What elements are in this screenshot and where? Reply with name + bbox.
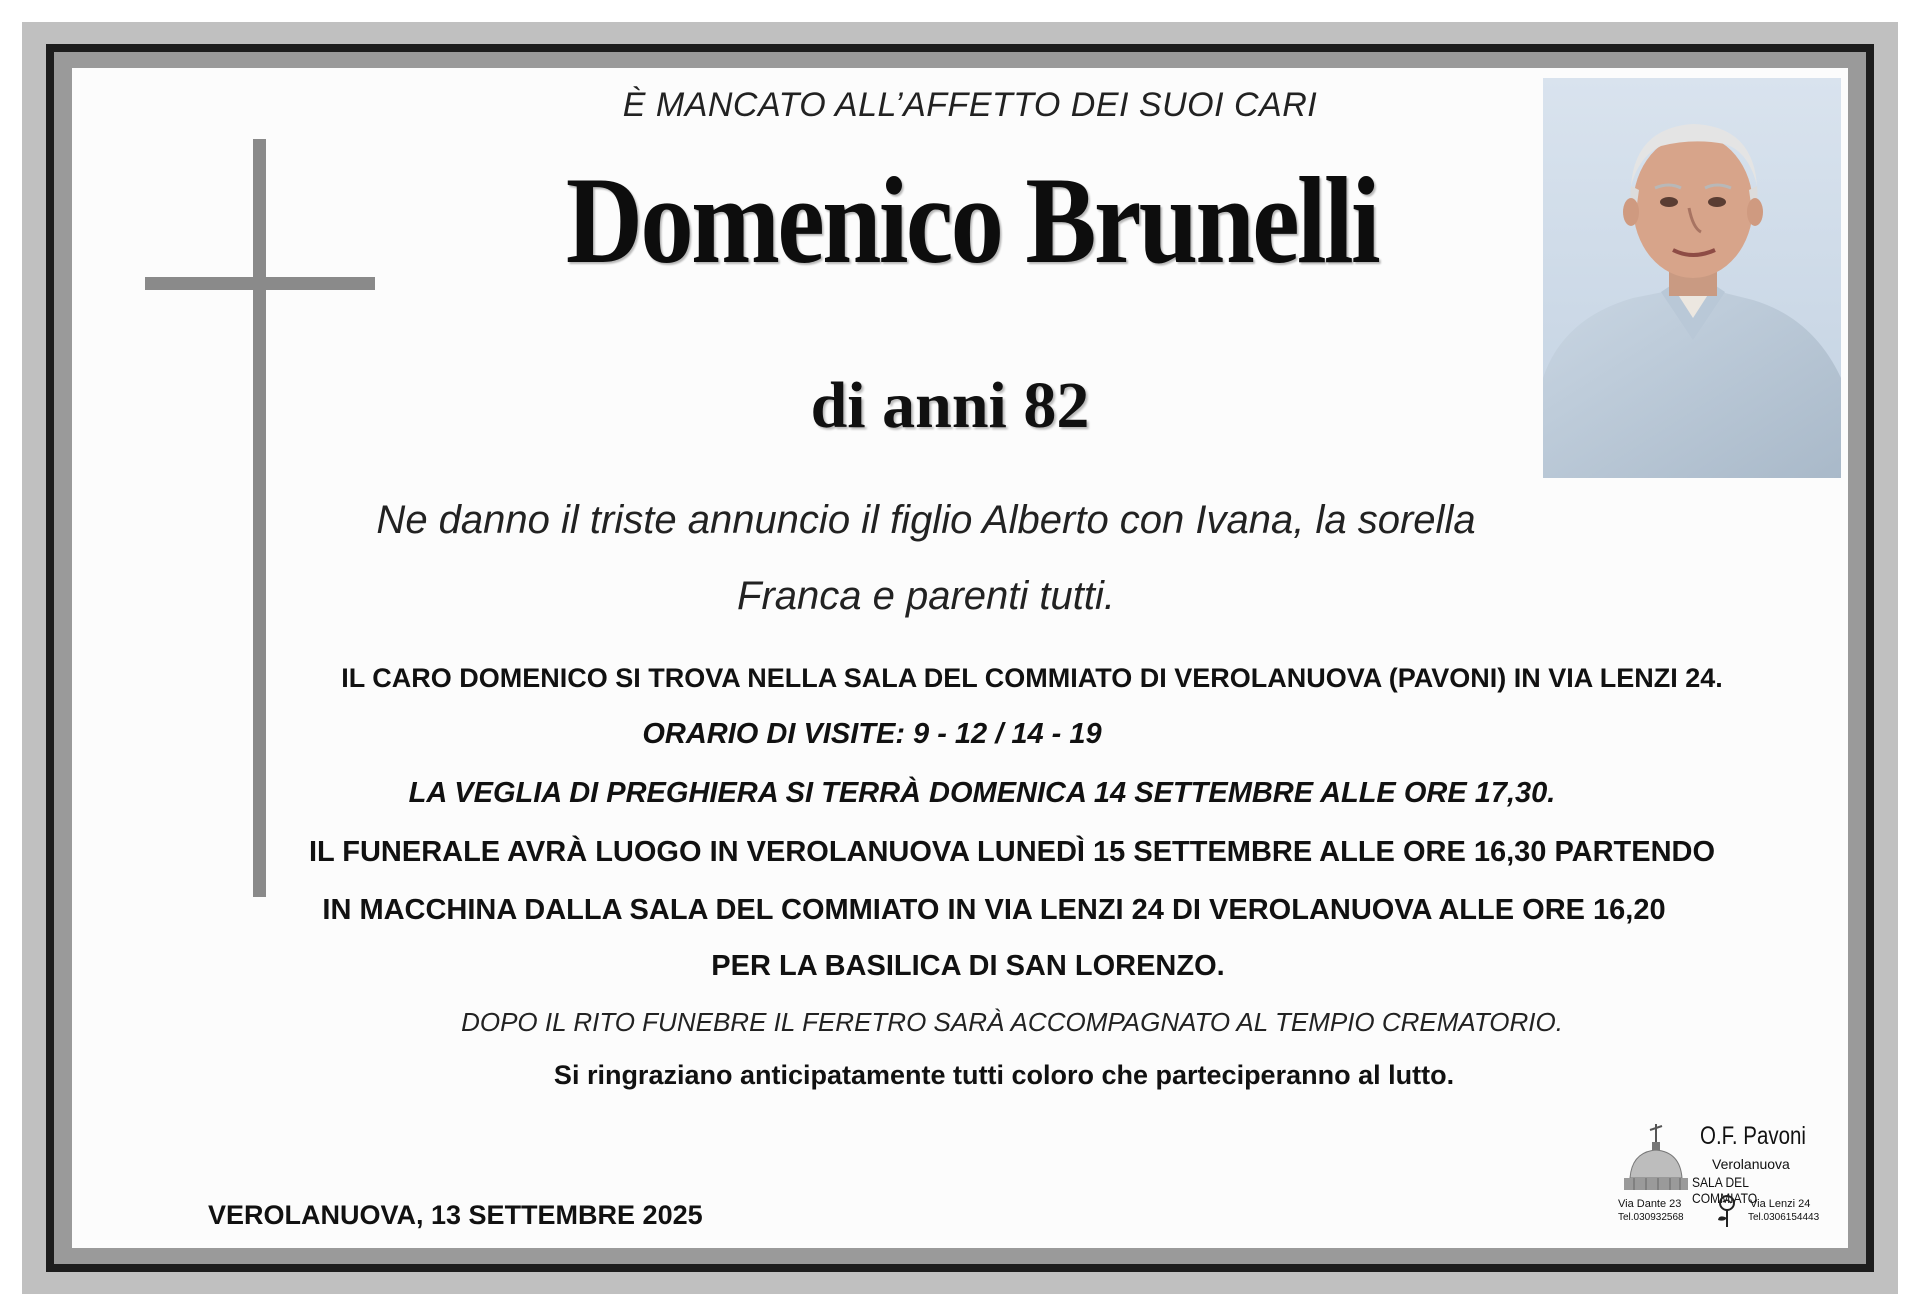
rose-icon <box>1714 1194 1740 1228</box>
detail-location: IL CARO DOMENICO SI TROVA NELLA SALA DEL COMMIATO DI VEROLANUOVA (PAVONI) IN VIA LENZI 24. <box>341 663 1723 693</box>
detail-crematorium: DOPO IL RITO FUNEBRE IL FERETRO SARÀ ACCOMPAGNATO AL TEMPIO CREMATORIO. <box>461 1007 1563 1037</box>
date-line: VEROLANUOVA, 13 SETTEMBRE 2025 <box>208 1200 703 1230</box>
deceased-name: Domenico Brunelli <box>565 152 1379 289</box>
age-text: di anni 82 <box>810 369 1090 442</box>
logo-town: Verolanuova <box>1712 1156 1790 1172</box>
detail-funeral-3: PER LA BASILICA DI SAN LORENZO. <box>711 950 1225 982</box>
detail-funeral-1: IL FUNERALE AVRÀ LUOGO IN VEROLANUOVA LUNEDÌ 15 SETTEMBRE ALLE ORE 16,30 PARTENDO <box>308 836 1716 868</box>
basilica-dome-icon <box>1620 1122 1690 1194</box>
funeral-home-logo <box>1612 1120 1832 1230</box>
logo-phone-right: Tel.0306154443 <box>1748 1212 1820 1223</box>
logo-address-left: Via Dante 23 <box>1618 1198 1682 1210</box>
detail-visiting-hours: ORARIO DI VISITE: 9 - 12 / 14 - 19 <box>642 718 1102 750</box>
intro-text: È MANCATO ALL’AFFETTO DEI SUOI CARI <box>622 86 1318 124</box>
logo-brand: O.F. Pavoni <box>1700 1122 1806 1150</box>
logo-phone-left: Tel.030932568 <box>1618 1212 1684 1223</box>
portrait-photo <box>1543 78 1841 478</box>
logo-address-right: Via Lenzi 24 <box>1750 1198 1811 1210</box>
announcement-line-1: Ne danno il triste annuncio il figlio Alberto con Ivana, la sorella <box>376 498 1476 542</box>
cross-vertical-bar <box>253 139 266 897</box>
detail-funeral-2: IN MACCHINA DALLA SALA DEL COMMIATO IN VIA LENZI 24 DI VEROLANUOVA ALLE ORE 16,20 <box>322 894 1666 926</box>
detail-vigil: LA VEGLIA DI PREGHIERA SI TERRÀ DOMENICA 14 SETTEMBRE ALLE ORE 17,30. <box>408 777 1556 809</box>
thanks-line: Si ringraziano anticipatamente tutti coloro che parteciperanno al lutto. <box>553 1060 1455 1090</box>
cross-horizontal-bar <box>145 277 375 290</box>
logo-subtitle: SALA DEL COMMIATO <box>1692 1174 1758 1206</box>
announcement-line-2: Franca e parenti tutti. <box>737 574 1115 618</box>
